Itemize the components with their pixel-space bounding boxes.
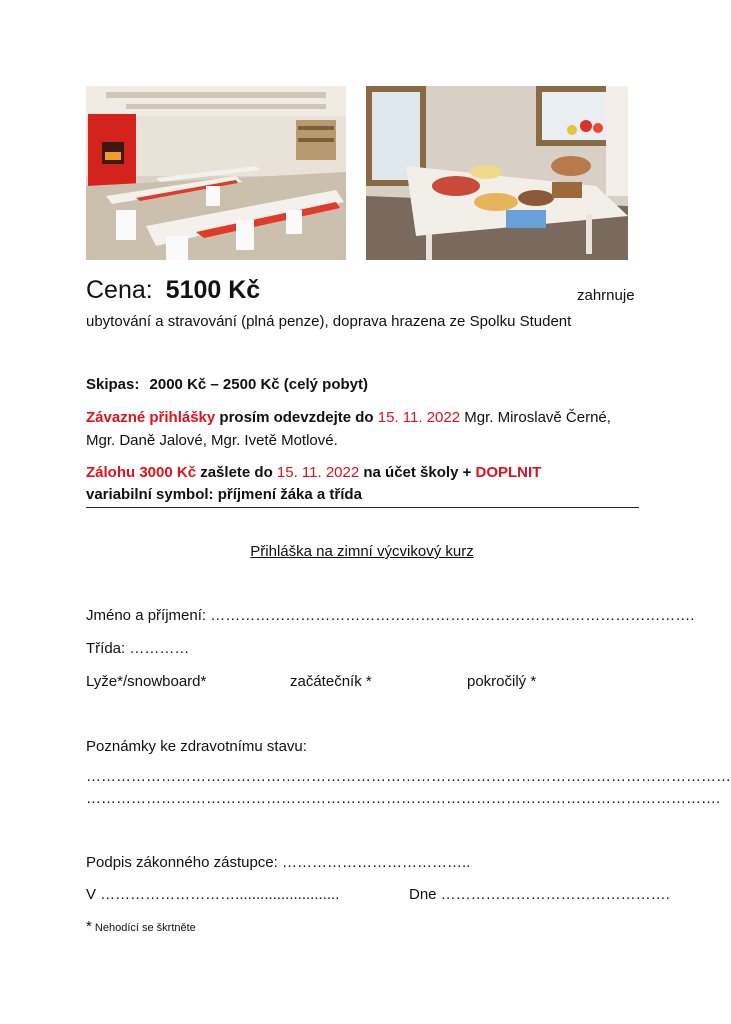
price-includes: zahrnuje [577, 287, 635, 304]
signature-field[interactable]: Podpis zákonného zástupce: ……………………………….. [86, 854, 471, 871]
buffet-photo [366, 86, 628, 260]
footnote [86, 918, 196, 936]
applications-part1: Závazné přihlášky [86, 409, 216, 426]
skipas-label: Skipas: [86, 376, 140, 393]
form-title: Přihláška na zimní výcvikový kurz [250, 543, 474, 560]
price-label: Cena: [86, 276, 153, 304]
footnote-text: Nehodící se škrtněte [91, 922, 196, 934]
price-line [86, 276, 260, 305]
footnote-star: * [86, 918, 92, 935]
divider [86, 507, 639, 508]
dining-room-photo [86, 86, 346, 260]
health-line1[interactable]: ………………………………………………………………………………………………………………… [86, 768, 731, 785]
health-line2[interactable]: ………………………………………………………………………………………………………………. [86, 790, 721, 807]
applications-line2: Mgr. Daně Jalové, Mgr. Ivetě Motlové. [86, 432, 338, 449]
deposit-line2: variabilní symbol: příjmení žáka a třída [86, 486, 362, 503]
form-title-wrap [0, 543, 724, 560]
skipas-line [86, 376, 368, 393]
date-field[interactable]: Dne ………………………………………. [409, 886, 670, 903]
health-label: Poznámky ke zdravotnímu stavu: [86, 738, 307, 755]
applications-line1 [86, 409, 611, 426]
applications-part3: Mgr. Miroslavě Černé, [460, 409, 611, 426]
deposit-part4: DOPLNIT [475, 464, 542, 481]
price-details: ubytování a stravování (plná penze), doprava hrazena ze Spolku Student [86, 313, 572, 330]
deposit-part2: zašlete do [196, 464, 277, 481]
applications-part2: prosím odevzdejte do [215, 409, 378, 426]
class-field[interactable]: Třída: ………… [86, 640, 190, 657]
applications-date: 15. 11. 2022 [377, 409, 461, 426]
skipas-value: 2000 Kč – 2500 Kč (celý pobyt) [149, 376, 368, 393]
name-field[interactable] [86, 607, 695, 624]
place-field[interactable]: V ………………………......................... [86, 886, 340, 903]
deposit-part3: na účet školy + [359, 464, 476, 481]
name-label: Jméno a příjmení: [86, 607, 211, 624]
name-dots: ……………………………………………………………………………………. [210, 607, 695, 624]
deposit-date: 15. 11. 2022 [276, 464, 360, 481]
price-value: 5100 Kč [165, 276, 261, 304]
deposit-part1: Zálohu 3000 Kč [86, 464, 197, 481]
option-advanced[interactable]: pokročilý * [467, 673, 537, 690]
deposit-line1 [86, 464, 541, 481]
option-ski[interactable]: Lyže*/snowboard* [86, 673, 207, 690]
option-beginner[interactable]: začátečník * [290, 673, 372, 690]
